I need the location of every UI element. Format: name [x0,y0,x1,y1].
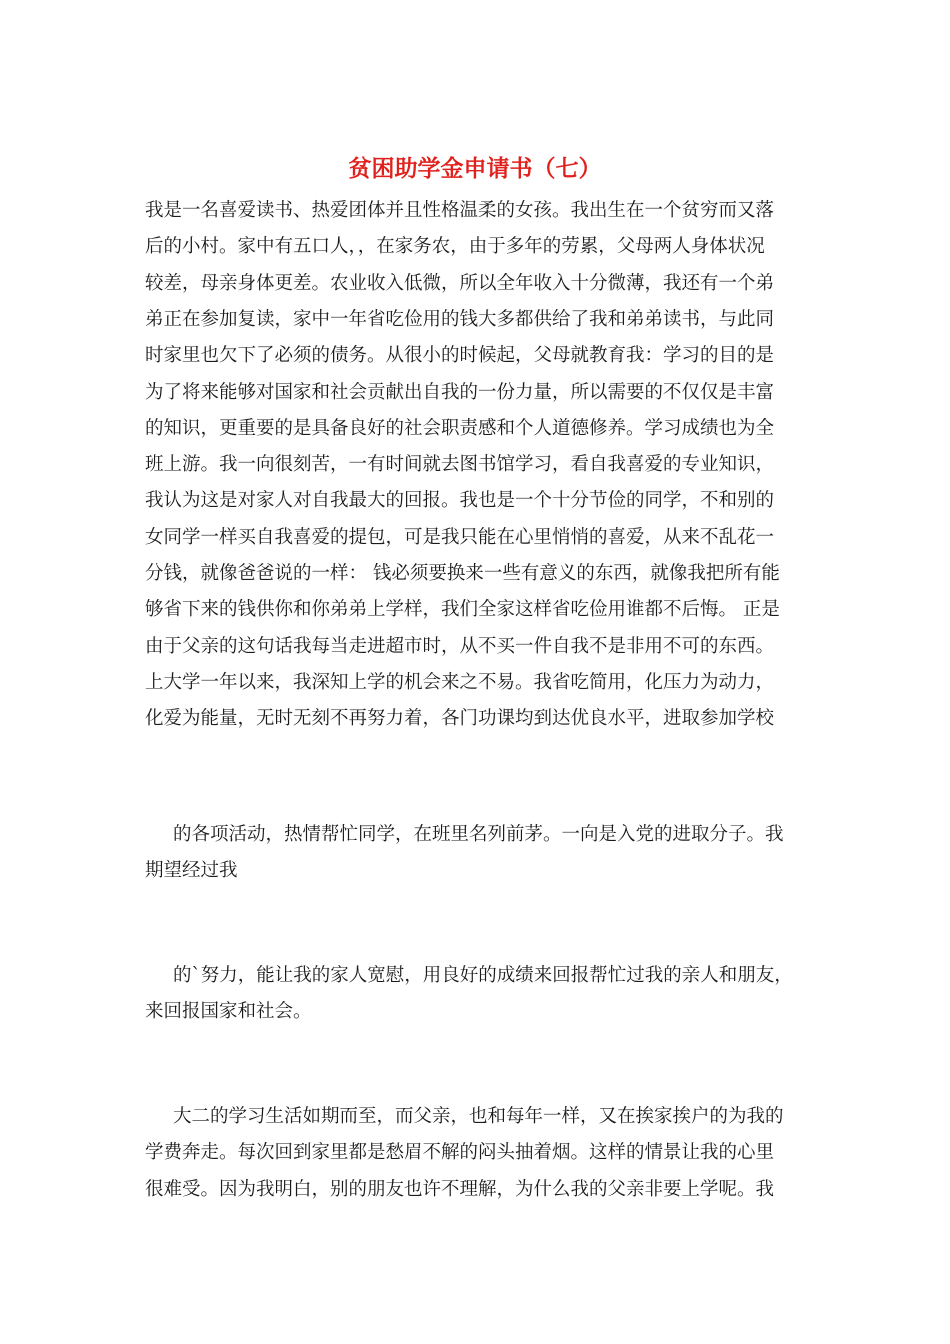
paragraph-line: 来回报国家和社会。 [145,1001,312,1022]
paragraph-line: 后的小村。家中有五口人，，在家务农，由于多年的劳累，父母两人身体状况 [145,236,765,257]
paragraph-line: 我认为这是对家人对自我最大的回报。我也是一个十分节俭的同学，不和别的 [145,490,775,511]
paragraph-line: 大二的学习生活如期而至，而父亲，也和每年一样，又在挨家挨户的为我的 [173,1106,784,1127]
paragraph-line: 期望经过我 [145,860,238,881]
paragraph-line: 我是一名喜爱读书、热爱团体并且性格温柔的女孩。我出生在一个贫穷而又落 [145,200,775,221]
paragraph-line: 较差，母亲身体更差。农业收入低微，所以全年收入十分微薄，我还有一个弟 [145,273,775,294]
paragraph-line: 分钱，就像爸爸说的一样： 钱必须要换来一些有意义的东西，就像我把所有能 [145,563,780,584]
paragraph-line: 很难受。因为我明白，别的朋友也许不理解，为什么我的父亲非要上学呢。我 [145,1179,775,1200]
paragraph-line: 由于父亲的这句话我每当走进超市时，从不买一件自我不是非用不可的东西。 [145,636,775,657]
paragraph-line: 上大学一年以来，我深知上学的机会来之不易。我省吃简用，化压力为动力， [145,672,775,693]
paragraph-line: 的知识，更重要的是具备良好的社会职责感和个人道德修养。学习成绩也为全 [145,418,775,439]
paragraph-line: 时家里也欠下了必须的债务。从很小的时候起，父母就教育我：学习的目的是 [145,345,775,366]
paragraph-line: 学费奔走。每次回到家里都是愁眉不解的闷头抽着烟。这样的情景让我的心里 [145,1142,775,1163]
paragraph-line: 的各项活动，热情帮忙同学，在班里名列前茅。一向是入党的进取分子。我 [173,824,784,845]
paragraph-line: 化爱为能量，无时无刻不再努力着，各门功课均到达优良水平，进取参加学校 [145,708,775,729]
paragraph-line: 女同学一样买自我喜爱的提包，可是我只能在心里悄悄的喜爱，从来不乱花一 [145,527,775,548]
paragraph-line: 班上游。我一向很刻苦，一有时间就去图书馆学习，看自我喜爱的专业知识， [145,454,775,475]
paragraph-line: 够省下来的钱供你和你弟弟上学样，我们全家这样省吃俭用谁都不后悔。 正是 [145,599,780,620]
paragraph-line: 的`努力，能让我的家人宽慰，用良好的成绩来回报帮忙过我的亲人和朋友， [173,965,793,986]
document-title: 贫困助学金申请书（七） [348,155,602,182]
paragraph-line: 弟正在参加复读，家中一年省吃俭用的钱大多都供给了我和弟弟读书，与此同 [145,309,775,330]
paragraph-line: 为了将来能够对国家和社会贡献出自我的一份力量，所以需要的不仅仅是丰富 [145,382,775,403]
